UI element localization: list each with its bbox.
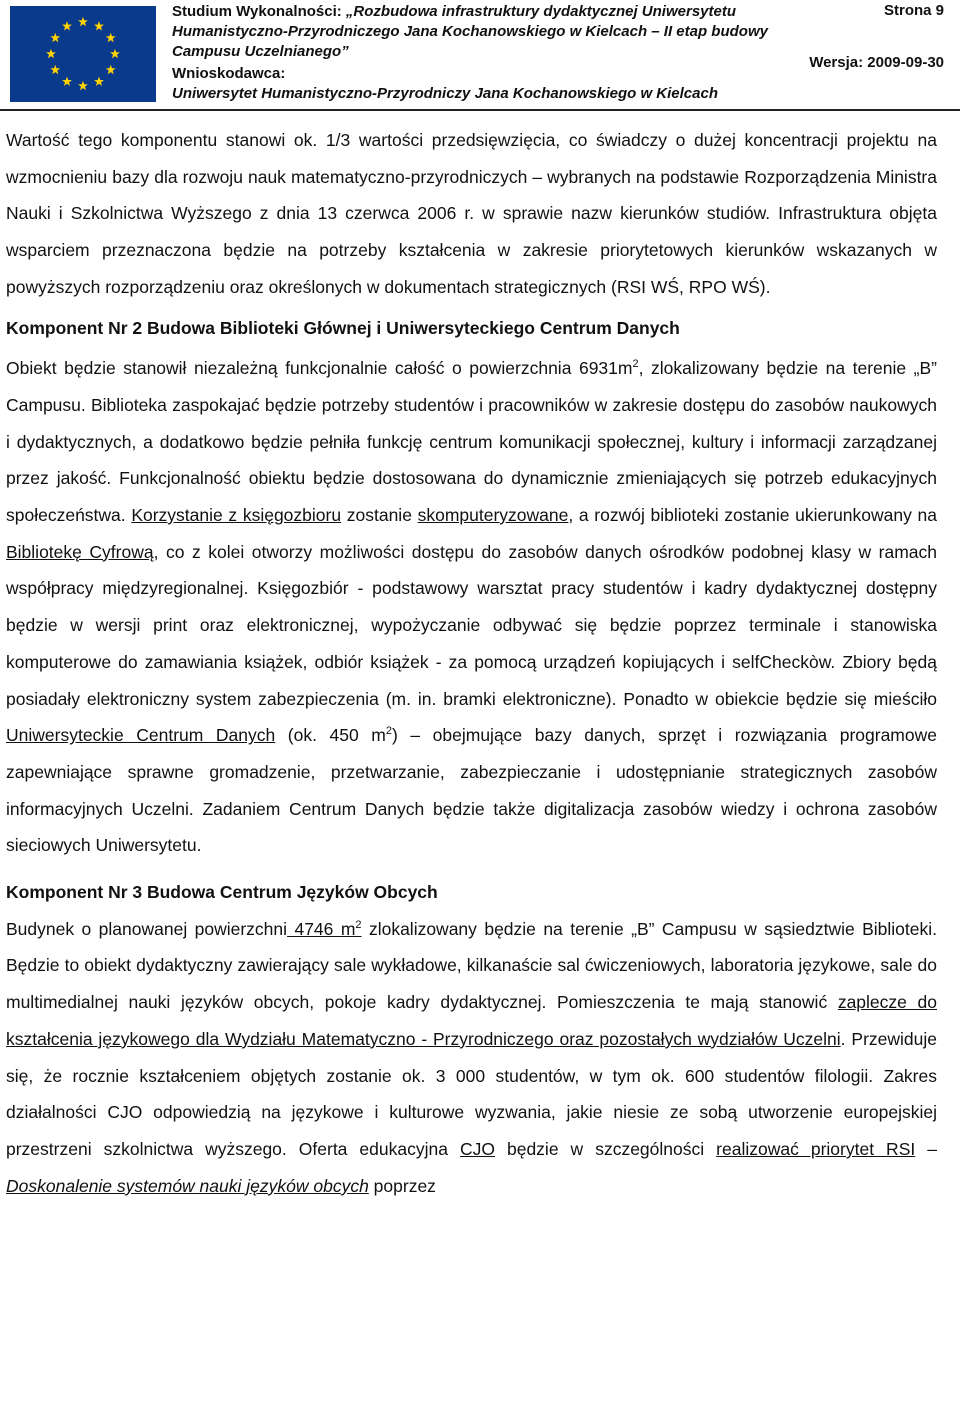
header-project-title-line2: Humanistyczno-Przyrodniczego Jana Kochanowskiego w Kielcach – II etap budowy <box>172 23 768 40</box>
text-run: Obiekt będzie stanowił niezależną funkcjonalnie całość o powierzchnia 6931m <box>6 358 633 379</box>
text-run: zostanie <box>341 505 418 526</box>
text-run: , zlokalizowany będzie na terenie „B” Campusu. Biblioteka zaspokajać będzie potrzeby studentów i pracowników w zakresie dostępu do zasobów naukowych i dydaktycznych, a dodatkowo będzie pełniła funkcję centrum komunikacji społecznej, kultury i informacji zarządzanej przez jakość. Funkcjonalność obiektu będzie dostosowana do dynamicznie zmieniających się potrzeb edukacyjnych społeczeństwa. <box>6 358 937 526</box>
paragraph-component-3 <box>6 911 937 1205</box>
superscript: 2 <box>632 358 639 371</box>
superscript: 2 <box>385 725 392 738</box>
text-run: , co z kolei otworzy możliwości dostępu do zasobów danych ośrodków podobnej klasy w ramach współpracy międzyregionalnej. Księgozbiór - podstawowy warsztat pracy studentów i kadry dydaktycznej dostępny będzie w wersji print oraz elektronicznej, wypożyczanie odbywać się będzie poprzez terminale i stanowiska komputerowe do zamawiania książek, odbiór książek - za pomocą urządzeń kopiujących i selfCheckòw. Zbiory będą posiadały elektroniczny system zabezpieczenia (m. in. bramki elektroniczne). Ponadto w obiekcie będzie się mieściło <box>6 541 937 709</box>
header-project-title: „Rozbudowa infrastruktury dydaktycznej Uniwersytetu <box>345 3 736 20</box>
header-applicant-label: Wnioskodawca: <box>172 65 286 82</box>
underlined-text: realizować priorytet RSI <box>716 1138 916 1159</box>
text-run: . Przewiduje się, że rocznie kształceniem objętych zostanie ok. 3 000 studentów, w tym ok. 600 studentów filologii. Zakres działalności CJO odpowiedzią na językowe i kulturowe wyzwania, jakie niesie ze sobą utworzenie europejskiej przestrzeni szkolnictwa wyższego. Oferta edukacyjna <box>6 1028 937 1159</box>
text-run: zlokalizowany będzie na terenie „B” Campusu w sąsiedztwie Biblioteki. Będzie to obiekt dydaktyczny zawierający sale wykładowe, kilkanaście sal ćwiczeniowych, laboratoria językowe, sale do multimedialnej nauki języków obcych, pokoje kadry dydaktycznej. Pomieszczenia te mają stanowić <box>6 918 938 1013</box>
paragraph-text: Wartość tego komponentu stanowi ok. 1/3 wartości przedsięwzięcia, co świadczy o dużej koncentracji projektu na wzmocnieniu bazy dla rozwoju nauk matematyczno-przyrodniczych – wybranych na podstawie Rozporządzenia Ministra Nauki i Szkolnictwa Wyższego z dnia 13 czerwca 2006 r. w sprawie nazw kierunków studiów. Infrastruktura objęta wsparciem przeznaczona będzie na potrzeby kształcenia w zakresie priorytetowych kierunków wskazanych w powyższych rozporządzeniu oraz określonych w dokumentach strategicznych (RSI WŚ, RPO WŚ). <box>6 130 937 297</box>
underlined-text: Korzystanie z księgozbioru <box>131 505 342 526</box>
header-study-label: Studium Wykonalności: <box>172 3 342 20</box>
header-divider <box>0 109 960 111</box>
italic-text: Doskonalenie systemów nauki języków obcych <box>6 1175 369 1196</box>
underlined-text <box>6 1176 369 1196</box>
document-version: Wersja: 2009-09-30 <box>809 54 944 71</box>
underlined-text: Uniwersyteckie Centrum Danych <box>6 725 276 746</box>
heading-component-2: Komponent Nr 2 Budowa Biblioteki Głównej i Uniwersyteckiego Centrum Danych <box>6 317 680 338</box>
underlined-text: Bibliotekę Cyfrową <box>6 541 154 562</box>
header-project-title-line3: Campusu Uczelnianego” <box>172 43 349 60</box>
text-run: , a rozwój biblioteki zostanie ukierunkowany na <box>568 505 937 526</box>
underlined-text: CJO <box>459 1138 495 1159</box>
heading-component-3: Komponent Nr 3 Budowa Centrum Języków Obcych <box>6 882 438 903</box>
header-applicant-name: Uniwersytet Humanistyczno-Przyrodniczy Jana Kochanowskiego w Kielcach <box>172 85 718 102</box>
text-run: będzie w szczególności <box>494 1138 717 1159</box>
header-title-block <box>172 2 812 104</box>
superscript: 2 <box>355 918 362 931</box>
text-run: ) – obejmujące bazy danych, sprzęt i rozwiązania programowe zapewniające sprawne gromadzenie, przetwarzanie, zabezpieczanie i udostępnianie strategicznych zasobów informacyjnych Uczelni. Zadaniem Centrum Danych będzie także digitalizacja zasobów wiedzy i ochrona zasobów sieciowych Uniwersytetu. <box>6 725 937 856</box>
paragraph-component-value <box>6 122 937 306</box>
text-run: – <box>915 1138 937 1159</box>
text-run: 4746 m <box>287 918 356 939</box>
eu-flag-icon <box>10 6 156 102</box>
underlined-text: skomputeryzowane <box>417 505 569 526</box>
text-run: (ok. 450 m <box>275 725 386 746</box>
page-number: Strona 9 <box>883 2 944 19</box>
text-run: poprzez <box>368 1175 436 1196</box>
paragraph-component-2 <box>6 350 937 864</box>
text-run: Budynek o planowanej powierzchni <box>6 918 288 939</box>
document-body <box>6 122 937 1204</box>
page-header <box>0 0 960 110</box>
underlined-text: zaplecze do kształcenia językowego dla Wydziału Matematyczno - Przyrodniczego oraz pozostałych wydziałów Uczelni <box>6 992 937 1049</box>
underlined-text <box>287 919 361 939</box>
